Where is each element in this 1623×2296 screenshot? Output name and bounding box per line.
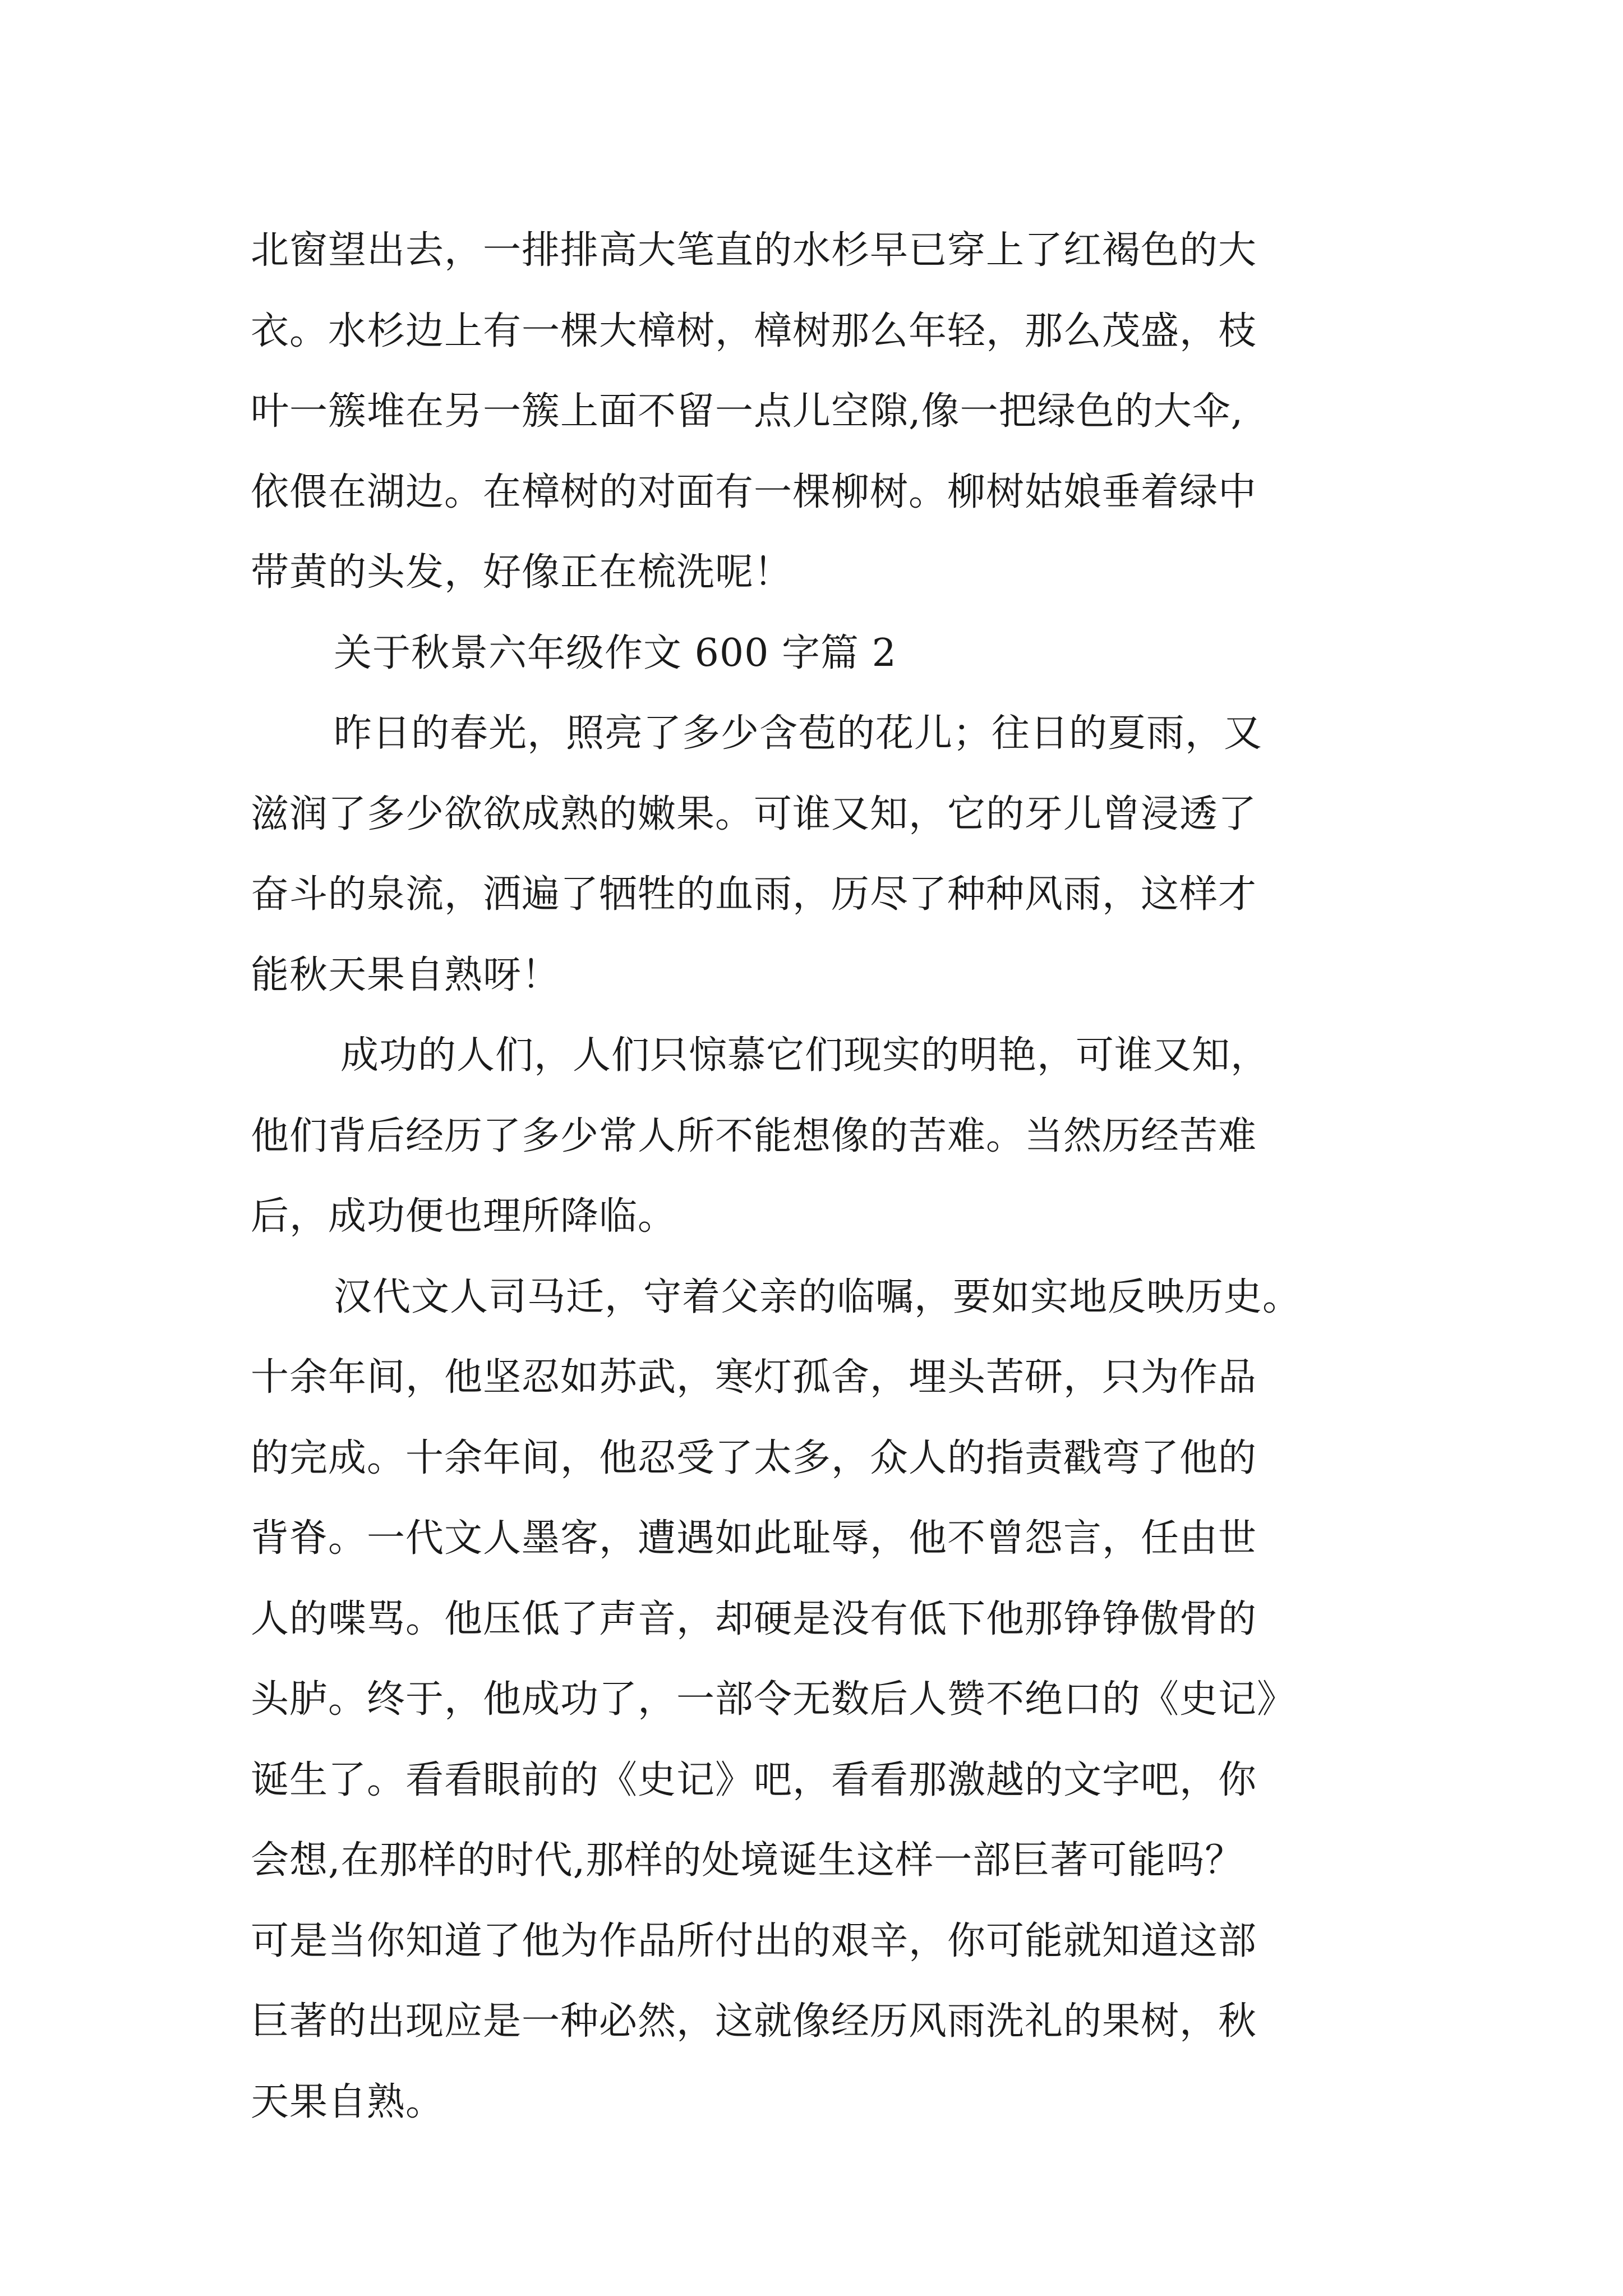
text-line: 背脊。一代文人墨客，遭遇如此耻辱，他不曾怨言，任由世 bbox=[251, 1516, 1257, 1561]
text-line: 昨日的春光，照亮了多少含苞的花儿；往日的夏雨，又 bbox=[334, 711, 1263, 756]
text-line: 巨著的出现应是一种必然，这就像经历风雨洗礼的果树，秋 bbox=[251, 1999, 1257, 2044]
text-line: 可是当你知道了他为作品所付出的艰辛，你可能就知道这部 bbox=[251, 1918, 1257, 1963]
text-line: 汉代文人司马迁，守着父亲的临嘱，要如实地反映历史。 bbox=[334, 1274, 1302, 1319]
text-line: 依偎在湖边。在樟树的对面有一棵柳树。柳树姑娘垂着绿中 bbox=[251, 470, 1257, 514]
text-line: 滋润了多少欲欲成熟的嫩果。可谁又知，它的牙儿曾浸透了 bbox=[251, 792, 1257, 836]
text-line: 成功的人们，人们只惊慕它们现实的明艳，可谁又知， bbox=[340, 1033, 1270, 1078]
text-line: 的完成。十余年间，他忍受了太多，众人的指责戳弯了他的 bbox=[251, 1435, 1257, 1480]
text-line: 奋斗的泉流，洒遍了牺牲的血雨，历尽了种种风雨，这样才 bbox=[251, 872, 1257, 917]
text-line: 带黄的头发，好像正在梳洗呢！ bbox=[251, 550, 793, 595]
text-line: 能秋天果自熟呀！ bbox=[251, 953, 561, 997]
text-line: 衣。水杉边上有一棵大樟树，樟树那么年轻，那么茂盛，枝 bbox=[251, 309, 1257, 353]
text-line: 叶一簇堆在另一簇上面不留一点儿空隙,像一把绿色的大伞, bbox=[251, 389, 1244, 434]
text-line: 后，成功便也理所降临。 bbox=[251, 1194, 677, 1239]
section-heading: 关于秋景六年级作文 600 字篇 2 bbox=[334, 631, 897, 675]
text-line: 会想,在那样的时代,那样的处境诞生这样一部巨著可能吗？ bbox=[251, 1838, 1244, 1883]
text-line: 十余年间，他坚忍如苏武，寒灯孤舍，埋头苦研，只为作品 bbox=[251, 1355, 1257, 1400]
text-line: 诞生了。看看眼前的《史记》吧，看看那激越的文字吧，你 bbox=[251, 1757, 1257, 1802]
text-line: 天果自熟。 bbox=[251, 2079, 445, 2124]
document-body bbox=[251, 210, 1440, 2142]
text-line: 他们背后经历了多少常人所不能想像的苦难。当然历经苦难 bbox=[251, 1114, 1257, 1158]
text-line: 人的喋骂。他压低了声音，却硬是没有低下他那铮铮傲骨的 bbox=[251, 1596, 1257, 1641]
text-line: 北窗望出去，一排排高大笔直的水杉早已穿上了红褐色的大 bbox=[251, 228, 1257, 273]
text-line: 头胪。终于，他成功了，一部令无数后人赞不绝口的《史记》 bbox=[251, 1677, 1296, 1722]
